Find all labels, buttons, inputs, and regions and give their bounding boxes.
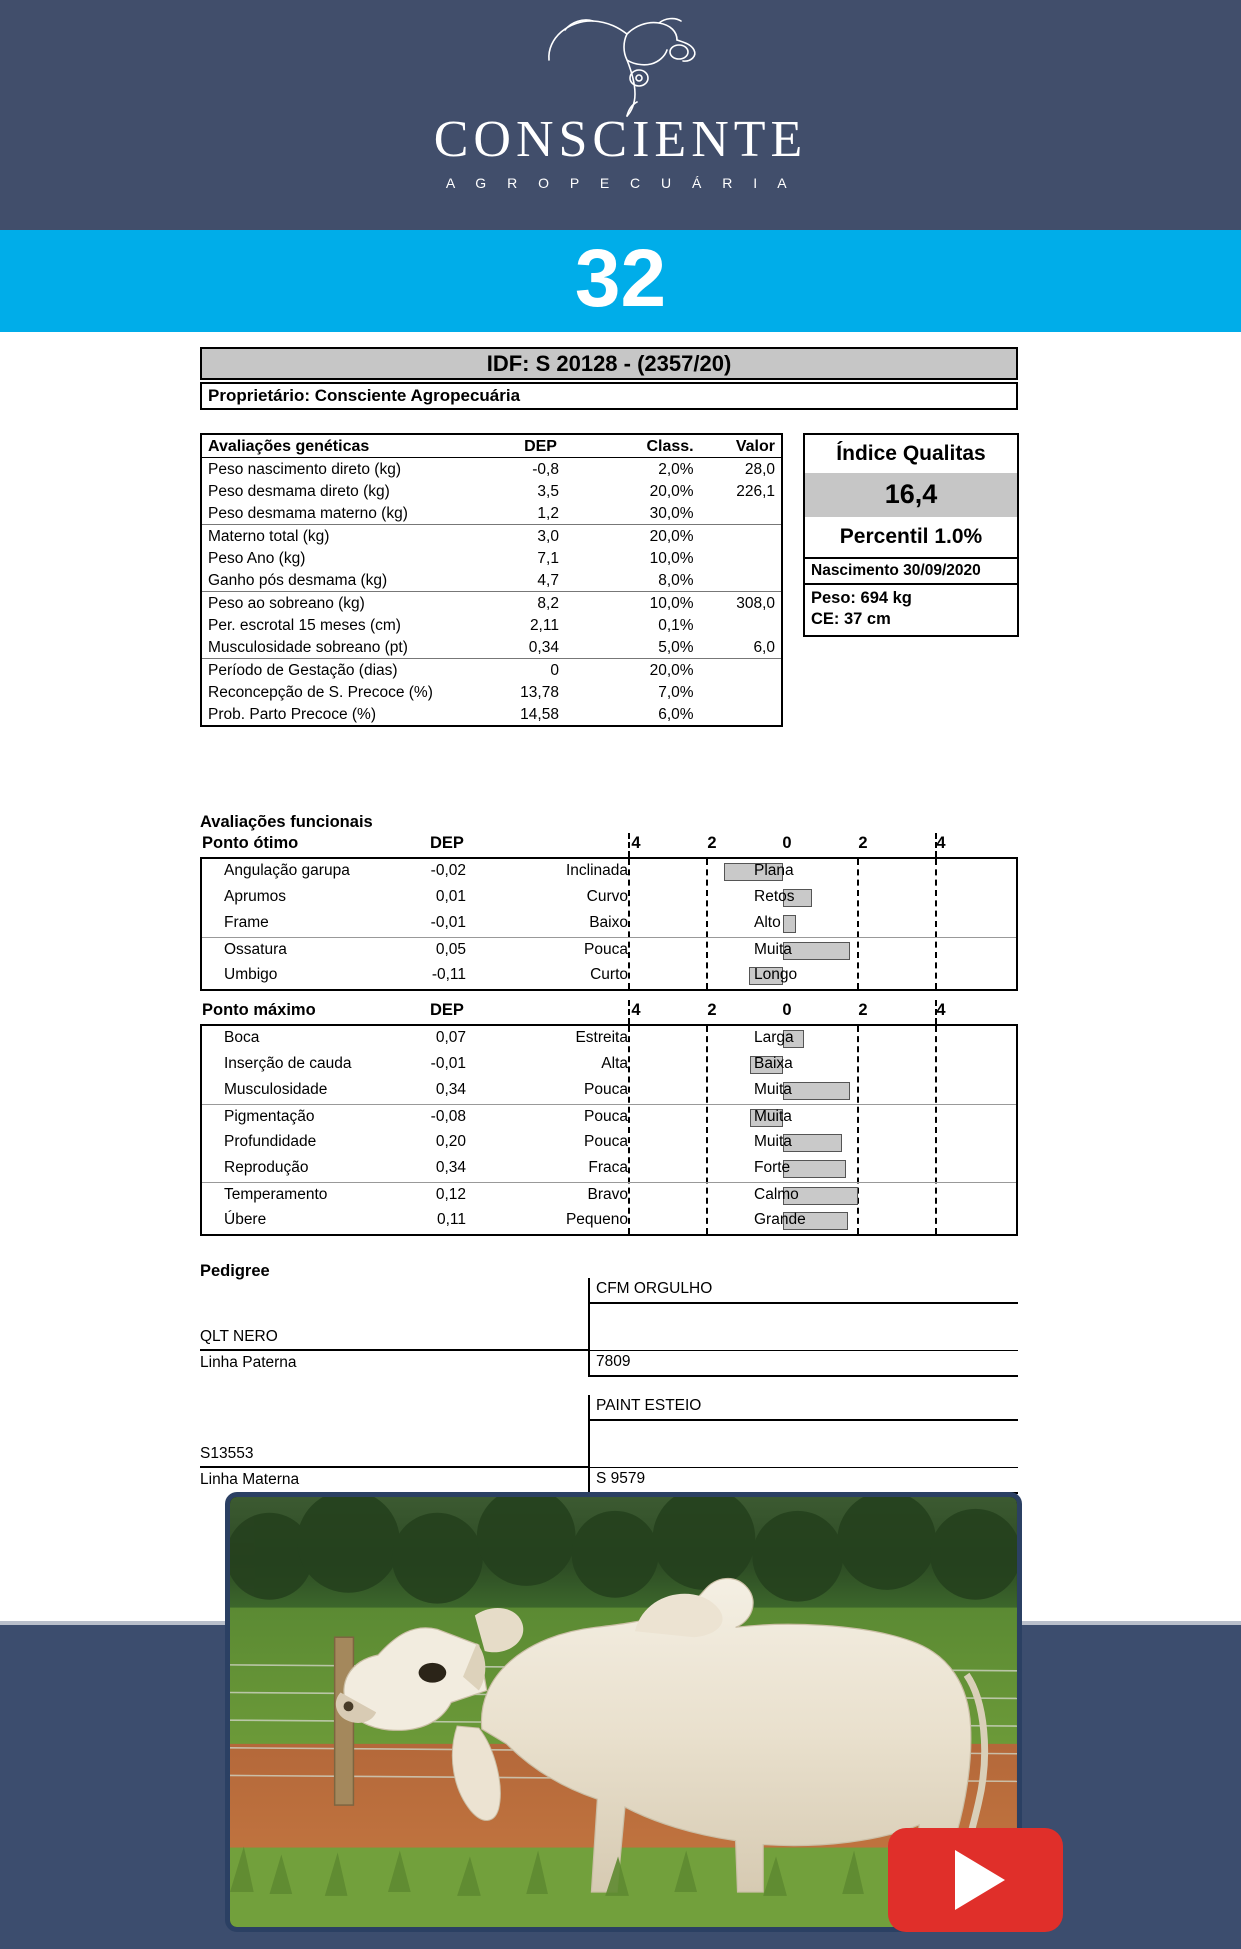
- table-row: [201, 569, 782, 592]
- cow-head-icon: [531, 8, 711, 118]
- maternal-line-label: Linha Materna: [200, 1470, 300, 1488]
- trait-name: Angulação garupa: [224, 862, 350, 879]
- trait-left-label: Fraca: [588, 1159, 628, 1176]
- trait-value: 28,0: [744, 461, 775, 478]
- idf-title: IDF: S 20128 - (2357/20): [200, 347, 1018, 380]
- functional-rows: [200, 857, 1018, 991]
- trait-dep: 1,2: [537, 505, 559, 522]
- dep-column-label: DEP: [430, 1001, 464, 1019]
- trait-right-label: Alto: [754, 914, 781, 931]
- paternal-grandsire: CFM ORGULHO: [588, 1278, 1018, 1302]
- trait-bar: [783, 942, 850, 960]
- trait-dep: -0,11: [431, 966, 466, 983]
- trait-dep: -0,08: [430, 1108, 466, 1125]
- table-header-row: [201, 434, 782, 458]
- animal-measurements: [805, 583, 1017, 635]
- trait-dep: 0,05: [435, 941, 466, 958]
- trait-value: [706, 681, 782, 703]
- trait-value: [706, 525, 782, 548]
- trait-name: Ganho pós desmama (kg): [208, 572, 388, 589]
- axis-tick: 2: [707, 834, 717, 852]
- ce-value: CE: 37 cm: [811, 610, 891, 628]
- trait-bar: [783, 1160, 846, 1178]
- trait-left-label: Alta: [601, 1055, 628, 1072]
- genetic-evaluations-table: [200, 433, 783, 727]
- paternal-line-label: Linha Paterna: [200, 1353, 297, 1371]
- trait-class: 7,0%: [658, 684, 694, 701]
- trait-dep: -0,01: [430, 914, 466, 931]
- block-label: Ponto máximo: [202, 1001, 316, 1019]
- brand-subtitle: A G R O P E C U Á R I A: [445, 175, 796, 191]
- block-label: Ponto ótimo: [202, 834, 299, 852]
- trait-right-label: Muita: [754, 1133, 792, 1150]
- functional-row: [202, 1182, 1016, 1208]
- trait-name: Aprumos: [224, 888, 287, 905]
- trait-value: 308,0: [706, 592, 782, 615]
- trait-dep: 3,5: [537, 483, 559, 500]
- trait-class: 0,1%: [658, 617, 694, 634]
- owner-label: Proprietário: Consciente Agropecuária: [200, 382, 1018, 410]
- lot-number: 32: [574, 233, 667, 324]
- chart-axis: [200, 1000, 1018, 1024]
- sire-name: QLT NERO: [200, 1328, 278, 1345]
- axis-tick: 4: [631, 834, 641, 852]
- dep-column-label: DEP: [430, 834, 464, 852]
- header-cell: DEP: [470, 434, 585, 458]
- trait-name: Musculosidade sobreano (pt): [208, 639, 408, 656]
- trait-class: 6,0%: [658, 706, 694, 723]
- axis-tick: 0: [782, 834, 792, 852]
- trait-class: 30,0%: [649, 505, 694, 522]
- trait-left-label: Estreita: [575, 1029, 628, 1046]
- trait-class: 10,0%: [649, 550, 694, 567]
- functional-row: [202, 1026, 1016, 1052]
- brand-header-band: [0, 0, 1241, 230]
- dam-name: S13553: [200, 1445, 254, 1462]
- functional-row: [202, 859, 1016, 885]
- trait-left-label: Curto: [590, 966, 628, 983]
- functional-row: [202, 1208, 1016, 1234]
- table-row: [201, 502, 782, 525]
- trait-value: 226,1: [736, 483, 775, 500]
- trait-name: Peso desmama materno (kg): [208, 505, 408, 522]
- axis-tick: 4: [631, 1001, 641, 1019]
- trait-dep: 4,7: [537, 572, 559, 589]
- table-row: [201, 681, 782, 703]
- trait-dep: 0,34: [435, 1081, 466, 1098]
- trait-dep: -0,01: [430, 1055, 466, 1072]
- maternal-grandsire: PAINT ESTEIO: [588, 1395, 1018, 1419]
- trait-bar: [783, 915, 796, 933]
- birth-date: Nascimento 30/09/2020: [805, 557, 1017, 583]
- trait-name: Ossatura: [224, 941, 287, 958]
- pedigree-maternal: [200, 1395, 1018, 1505]
- functional-row: [202, 911, 1016, 937]
- trait-dep: 7,1: [537, 550, 559, 567]
- indice-title: Índice Qualitas: [836, 442, 986, 465]
- trait-left-label: Baixo: [589, 914, 628, 931]
- table-row: [201, 458, 782, 481]
- play-video-button[interactable]: [888, 1828, 1063, 1932]
- table-row: [201, 703, 782, 726]
- trait-dep: -0,8: [532, 461, 559, 478]
- trait-dep: 0,12: [435, 1186, 466, 1203]
- trait-class: 2,0%: [658, 461, 694, 478]
- trait-name: Período de Gestação (dias): [201, 659, 470, 682]
- functional-row: [202, 1130, 1016, 1156]
- trait-dep: 8,2: [470, 592, 585, 615]
- play-triangle-icon: [955, 1850, 1005, 1910]
- brand-logo: [0, 8, 1241, 191]
- axis-tick: 2: [707, 1001, 717, 1019]
- functional-row: [202, 963, 1016, 989]
- trait-right-label: Plana: [754, 862, 794, 879]
- trait-class: 20,0%: [649, 483, 694, 500]
- table-row: [201, 525, 782, 548]
- trait-right-label: Muita: [754, 1108, 792, 1125]
- trait-dep: -0,02: [430, 862, 466, 879]
- brand-name: CONSCIENTE: [433, 111, 808, 168]
- trait-left-label: Pouca: [584, 1133, 628, 1150]
- trait-class: 20,0%: [585, 659, 706, 682]
- trait-right-label: Muita: [754, 941, 792, 958]
- trait-name: Inserção de cauda: [224, 1055, 352, 1072]
- axis-tick: 4: [936, 834, 946, 852]
- trait-left-label: Pequeno: [565, 1211, 628, 1228]
- trait-left-label: Pouca: [584, 941, 628, 958]
- trait-dep: 0,11: [436, 1211, 466, 1228]
- trait-name: Profundidade: [224, 1133, 317, 1150]
- trait-name: Materno total (kg): [201, 525, 470, 548]
- trait-dep: 0: [470, 659, 585, 682]
- trait-value: [706, 659, 782, 682]
- axis-tick: 0: [782, 1001, 792, 1019]
- trait-value: [706, 502, 782, 525]
- functional-row: [202, 1156, 1016, 1182]
- table-row: [201, 614, 782, 636]
- trait-name: Boca: [224, 1029, 260, 1046]
- header-cell: Avaliações genéticas: [201, 434, 470, 458]
- trait-name: Peso ao sobreano (kg): [201, 592, 470, 615]
- chart-axis: [200, 833, 1018, 857]
- trait-left-label: Pouca: [584, 1081, 628, 1098]
- trait-name: Prob. Parto Precoce (%): [208, 706, 376, 723]
- trait-dep: 3,0: [470, 525, 585, 548]
- pedigree-title: Pedigree: [200, 1262, 270, 1280]
- trait-name: Peso desmama direto (kg): [208, 483, 390, 500]
- trait-value: [706, 614, 782, 636]
- table-row: [201, 592, 782, 615]
- weight-value: Peso: 694 kg: [811, 589, 912, 607]
- table-row: [201, 659, 782, 682]
- trait-value: [706, 547, 782, 569]
- indice-value: 16,4: [805, 473, 1017, 517]
- indice-qualitas-panel: [803, 433, 1019, 637]
- trait-dep: 0,07: [435, 1029, 466, 1046]
- trait-name: Pigmentação: [224, 1108, 315, 1125]
- trait-right-label: Calmo: [754, 1186, 799, 1203]
- trait-name: Musculosidade: [224, 1081, 328, 1098]
- trait-name: Frame: [224, 914, 269, 931]
- indice-percentile: Percentil 1.0%: [839, 525, 983, 548]
- functional-row: [202, 1078, 1016, 1104]
- functional-section-title: Avaliações funcionais: [200, 813, 373, 831]
- trait-dep: 0,20: [435, 1133, 466, 1150]
- trait-right-label: Muita: [754, 1081, 792, 1098]
- functional-optimum-block: [200, 833, 1018, 991]
- axis-tick: 4: [936, 1001, 946, 1019]
- trait-dep: 14,58: [520, 706, 559, 723]
- trait-value: [706, 703, 782, 726]
- trait-left-label: Curvo: [586, 888, 628, 905]
- trait-class: 10,0%: [585, 592, 706, 615]
- functional-rows: [200, 1024, 1018, 1236]
- pedigree-paternal: [200, 1278, 1018, 1388]
- trait-dep: 2,11: [529, 617, 559, 634]
- functional-maximum-block: [200, 1000, 1018, 1236]
- maternal-granddam: S 9579: [588, 1468, 1018, 1492]
- trait-dep: 0,34: [528, 639, 559, 656]
- trait-name: Reprodução: [224, 1159, 309, 1176]
- trait-left-label: Bravo: [587, 1186, 628, 1203]
- trait-value: 6,0: [753, 639, 775, 656]
- axis-tick: 2: [858, 1001, 868, 1019]
- axis-tick: 2: [858, 834, 868, 852]
- trait-right-label: Baixa: [754, 1055, 793, 1072]
- trait-class: 20,0%: [585, 525, 706, 548]
- header-cell: Class.: [585, 434, 706, 458]
- trait-name: Úbere: [224, 1211, 267, 1228]
- paternal-granddam: 7809: [588, 1351, 1018, 1375]
- functional-row: [202, 1104, 1016, 1130]
- table-row: [201, 480, 782, 502]
- trait-dep: 0,34: [435, 1159, 466, 1176]
- trait-right-label: Grande: [754, 1211, 806, 1228]
- trait-dep: 13,78: [520, 684, 559, 701]
- trait-name: Peso Ano (kg): [208, 550, 306, 567]
- functional-row: [202, 937, 1016, 963]
- trait-right-label: Forte: [754, 1159, 791, 1176]
- trait-bar: [783, 1082, 850, 1100]
- trait-class: 8,0%: [658, 572, 694, 589]
- trait-name: Reconcepção de S. Precoce (%): [208, 684, 433, 701]
- table-row: [201, 636, 782, 659]
- trait-name: Peso nascimento direto (kg): [208, 461, 401, 478]
- header-cell: Valor: [706, 434, 782, 458]
- functional-row: [202, 885, 1016, 911]
- functional-row: [202, 1052, 1016, 1078]
- trait-right-label: Retos: [754, 888, 795, 905]
- trait-value: [706, 569, 782, 592]
- trait-right-label: Larga: [754, 1029, 794, 1046]
- trait-left-label: Pouca: [584, 1108, 628, 1125]
- table-row: [201, 547, 782, 569]
- trait-name: Umbigo: [224, 966, 278, 983]
- trait-class: 5,0%: [658, 639, 694, 656]
- trait-name: Temperamento: [224, 1186, 328, 1203]
- trait-right-label: Longo: [754, 966, 798, 983]
- trait-name: Per. escrotal 15 meses (cm): [208, 617, 401, 634]
- trait-dep: 0,01: [435, 888, 466, 905]
- trait-left-label: Inclinada: [565, 862, 628, 879]
